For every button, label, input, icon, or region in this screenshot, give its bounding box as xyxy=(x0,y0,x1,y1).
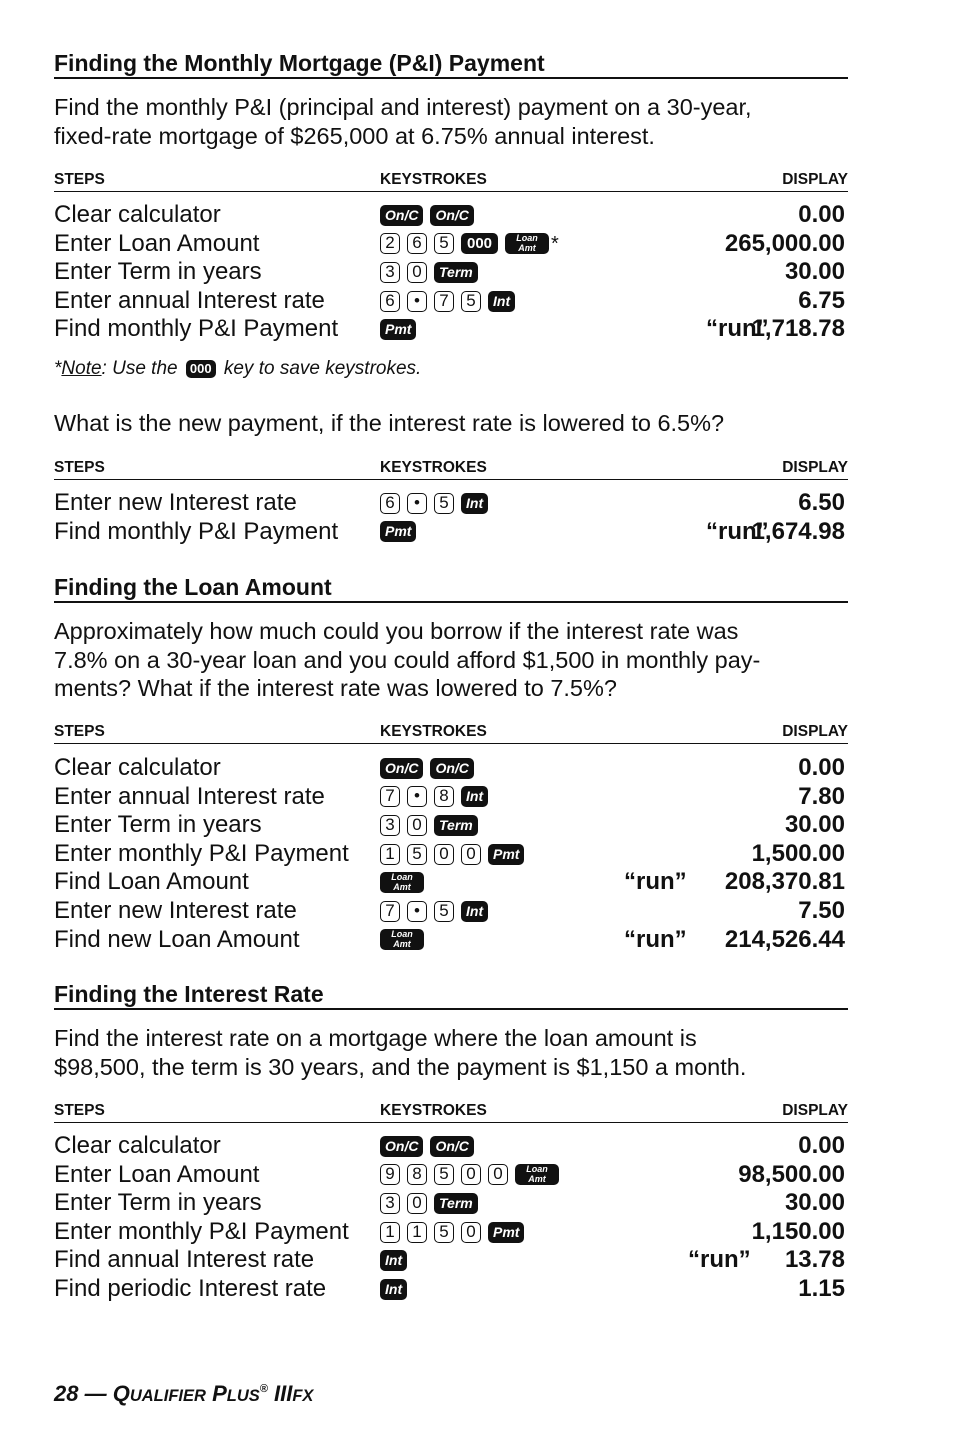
digit-7-key-icon: 7 xyxy=(434,291,454,312)
digit-0-key-icon: 0 xyxy=(407,815,427,836)
note-text: key to save keystrokes. xyxy=(223,358,422,379)
display-value: 1,718.78 xyxy=(751,315,845,343)
step-row xyxy=(54,1189,848,1218)
decimal-key-icon: • xyxy=(407,901,427,922)
keystroke-sequence xyxy=(380,783,495,812)
display-header: DISPLAY xyxy=(782,1102,848,1119)
footer-title-part: UALIFIER xyxy=(129,1387,206,1405)
section-heading-interest-rate: Finding the Interest Rate xyxy=(54,981,848,1010)
footer-title-part: Q xyxy=(112,1381,130,1406)
registered-mark: ® xyxy=(259,1383,268,1395)
display-value: 0.00 xyxy=(798,1132,845,1159)
table-header xyxy=(54,1102,848,1123)
section-paragraph xyxy=(54,93,854,150)
keystrokes-header: KEYSTROKES xyxy=(380,1102,487,1119)
display-value: 6.75 xyxy=(798,286,845,314)
step-row xyxy=(54,754,848,783)
digit-6-key-icon: 6 xyxy=(407,233,427,254)
step-row xyxy=(54,201,848,230)
keystroke-sequence xyxy=(380,754,481,783)
term-key-icon: Term xyxy=(434,1193,478,1214)
digit-5-key-icon: 5 xyxy=(434,493,454,514)
keystroke-sequence xyxy=(380,926,431,955)
display-value: 1,500.00 xyxy=(751,839,845,867)
decimal-key-icon: • xyxy=(407,786,427,807)
keystroke-sequence xyxy=(380,1161,566,1190)
digit-9-key-icon: 9 xyxy=(380,1164,400,1185)
loan-amount-key-icon: Loan Amt xyxy=(380,872,424,893)
run-indicator: “run” xyxy=(624,868,687,896)
step-label: Enter Loan Amount xyxy=(54,1160,260,1188)
steps-table xyxy=(54,754,848,954)
para-line: fixed-rate mortgage of $265,000 at 6.75% annual interest. xyxy=(54,122,655,149)
payment-key-icon: Pmt xyxy=(380,319,416,340)
digit-8-key-icon: 8 xyxy=(407,1164,427,1185)
keystroke-sequence xyxy=(380,1218,531,1247)
on-clear-key-icon: On/C xyxy=(430,1136,473,1157)
digit-6-key-icon: 6 xyxy=(380,291,400,312)
step-label: Find monthly P&I Payment xyxy=(54,517,339,545)
display-header: DISPLAY xyxy=(782,723,848,740)
keystroke-sequence xyxy=(380,489,495,518)
display-value: 6.50 xyxy=(798,489,845,516)
payment-key-icon: Pmt xyxy=(488,1222,524,1243)
keystroke-sequence xyxy=(380,315,423,344)
keystrokes-header: KEYSTROKES xyxy=(380,459,487,476)
digit-1-key-icon: 1 xyxy=(380,1222,400,1243)
digit-5-key-icon: 5 xyxy=(434,901,454,922)
keystroke-sequence xyxy=(380,897,495,926)
step-label: Enter annual Interest rate xyxy=(54,782,325,810)
step-row xyxy=(54,1132,848,1161)
thousand-key-icon: 000 xyxy=(186,360,216,378)
display-value: 7.80 xyxy=(798,782,845,810)
on-clear-key-icon: On/C xyxy=(430,758,473,779)
display-value: 1.15 xyxy=(798,1274,845,1302)
keystroke-sequence xyxy=(380,518,423,547)
page-number: 28 — xyxy=(54,1381,107,1406)
step-label: Find monthly P&I Payment xyxy=(54,315,339,343)
display-value: 30.00 xyxy=(784,811,845,839)
steps-table xyxy=(54,201,848,344)
digit-7-key-icon: 7 xyxy=(380,786,400,807)
decimal-key-icon: • xyxy=(407,493,427,514)
page-footer xyxy=(54,1376,313,1409)
table-header xyxy=(54,723,848,744)
term-key-icon: Term xyxy=(434,815,478,836)
run-indicator: “run” xyxy=(706,517,769,545)
interest-key-icon: Int xyxy=(488,291,515,312)
step-label: Clear calculator xyxy=(54,754,221,781)
keystroke-sequence xyxy=(380,287,522,316)
step-row xyxy=(54,258,848,287)
keystroke-sequence xyxy=(380,1189,485,1218)
step-label: Enter monthly P&I Payment xyxy=(54,1217,349,1245)
digit-0-key-icon: 0 xyxy=(434,844,454,865)
loan-amount-key-icon: Loan Amt xyxy=(505,233,549,254)
steps-table xyxy=(54,1132,848,1304)
digit-1-key-icon: 1 xyxy=(407,1222,427,1243)
digit-3-key-icon: 3 xyxy=(380,1193,400,1214)
footnote-asterisk: * xyxy=(551,232,559,255)
step-label: Find Loan Amount xyxy=(54,868,249,896)
footer-title-part: FX xyxy=(292,1387,314,1405)
display-value: 30.00 xyxy=(784,258,845,286)
digit-0-key-icon: 0 xyxy=(407,1193,427,1214)
step-label: Enter new Interest rate xyxy=(54,489,297,516)
step-row xyxy=(54,926,848,955)
step-row xyxy=(54,897,848,926)
step-label: Enter Term in years xyxy=(54,811,262,839)
payment-key-icon: Pmt xyxy=(488,844,524,865)
step-label: Enter new Interest rate xyxy=(54,896,297,924)
steps-header: STEPS xyxy=(54,723,105,740)
step-row xyxy=(54,315,848,344)
step-row xyxy=(54,287,848,316)
keystroke-sequence xyxy=(380,258,485,287)
digit-3-key-icon: 3 xyxy=(380,815,400,836)
digit-2-key-icon: 2 xyxy=(380,233,400,254)
digit-6-key-icon: 6 xyxy=(380,493,400,514)
digit-1-key-icon: 1 xyxy=(380,844,400,865)
keystroke-sequence xyxy=(380,868,431,897)
keystroke-sequence xyxy=(380,201,481,230)
loan-amount-key-icon: Loan Amt xyxy=(515,1164,559,1185)
digit-5-key-icon: 5 xyxy=(434,1164,454,1185)
step-row xyxy=(54,489,848,518)
digit-3-key-icon: 3 xyxy=(380,262,400,283)
footer-title-part: LUS xyxy=(226,1387,260,1405)
step-row xyxy=(54,811,848,840)
display-value: 98,500.00 xyxy=(738,1160,845,1188)
digit-5-key-icon: 5 xyxy=(434,1222,454,1243)
section-heading-loan-amount: Finding the Loan Amount xyxy=(54,574,848,603)
para-line: 7.8% on a 30-year loan and you could afford $1,500 in monthly pay- xyxy=(54,646,761,673)
steps-header: STEPS xyxy=(54,1102,105,1119)
keystroke-sequence xyxy=(380,1275,414,1304)
para-line: Find the monthly P&I (principal and interest) payment on a 30-year, xyxy=(54,94,752,120)
display-value: 13.78 xyxy=(784,1246,845,1274)
term-key-icon: Term xyxy=(434,262,478,283)
step-label: Enter Term in years xyxy=(54,258,262,286)
step-label: Enter monthly P&I Payment xyxy=(54,839,349,867)
decimal-key-icon: • xyxy=(407,291,427,312)
thousand-key-icon: 000 xyxy=(461,233,498,254)
table-header xyxy=(54,171,848,192)
display-value: 7.50 xyxy=(798,896,845,924)
step-label: Enter Term in years xyxy=(54,1189,262,1217)
steps-header: STEPS xyxy=(54,171,105,188)
interest-key-icon: Int xyxy=(380,1250,407,1271)
section-paragraph xyxy=(54,617,854,703)
display-value: 1,150.00 xyxy=(751,1217,845,1245)
step-label: Find periodic Interest rate xyxy=(54,1274,327,1302)
step-row xyxy=(54,230,848,259)
run-indicator: “run” xyxy=(706,315,769,343)
step-label: Clear calculator xyxy=(54,1132,221,1159)
display-header: DISPLAY xyxy=(782,171,848,188)
para-line: Find the interest rate on a mortgage where the loan amount is xyxy=(54,1025,697,1051)
interest-key-icon: Int xyxy=(461,901,488,922)
para-line: $98,500, the term is 30 years, and the payment is $1,150 a month. xyxy=(54,1053,747,1080)
note-text: : Use the xyxy=(101,358,178,379)
display-value: 214,526.44 xyxy=(724,925,845,953)
footer-title-part: III xyxy=(273,1381,293,1406)
followup-question: What is the new payment, if the interest rate is lowered to 6.5%? xyxy=(54,410,725,436)
step-row xyxy=(54,1246,848,1275)
keystroke-note xyxy=(54,357,421,381)
digit-7-key-icon: 7 xyxy=(380,901,400,922)
digit-8-key-icon: 8 xyxy=(434,786,454,807)
step-row xyxy=(54,518,848,547)
run-indicator: “run” xyxy=(624,925,687,953)
display-value: 208,370.81 xyxy=(724,868,845,896)
on-clear-key-icon: On/C xyxy=(380,758,423,779)
digit-5-key-icon: 5 xyxy=(407,844,427,865)
loan-amount-key-icon: Loan Amt xyxy=(380,929,424,950)
step-label: Find annual Interest rate xyxy=(54,1246,315,1274)
step-row xyxy=(54,1218,848,1247)
para-line: Approximately how much could you borrow if the interest rate was xyxy=(54,618,739,644)
digit-0-key-icon: 0 xyxy=(461,844,481,865)
step-label: Enter Loan Amount xyxy=(54,229,260,257)
keystroke-sequence xyxy=(380,1246,414,1275)
display-value: 0.00 xyxy=(798,754,845,781)
display-value: 1,674.98 xyxy=(751,517,845,545)
keystroke-sequence xyxy=(380,840,531,869)
digit-0-key-icon: 0 xyxy=(461,1164,481,1185)
step-row xyxy=(54,840,848,869)
on-clear-key-icon: On/C xyxy=(430,205,473,226)
interest-key-icon: Int xyxy=(461,493,488,514)
steps-header: STEPS xyxy=(54,459,105,476)
digit-5-key-icon: 5 xyxy=(461,291,481,312)
note-asterisk: * xyxy=(54,358,62,379)
display-value: 0.00 xyxy=(798,201,845,228)
digit-5-key-icon: 5 xyxy=(434,233,454,254)
digit-0-key-icon: 0 xyxy=(461,1222,481,1243)
keystroke-sequence xyxy=(380,811,485,840)
payment-key-icon: Pmt xyxy=(380,521,416,542)
step-row xyxy=(54,1275,848,1304)
run-indicator: “run” xyxy=(688,1246,751,1274)
step-row xyxy=(54,868,848,897)
note-label: Note xyxy=(61,358,102,379)
section-paragraph xyxy=(54,1024,854,1081)
interest-key-icon: Int xyxy=(461,786,488,807)
keystrokes-header: KEYSTROKES xyxy=(380,171,487,188)
digit-0-key-icon: 0 xyxy=(488,1164,508,1185)
para-line: ments? What if the interest rate was lowered to 7.5%? xyxy=(54,675,617,701)
display-value: 30.00 xyxy=(784,1189,845,1217)
display-header: DISPLAY xyxy=(782,459,848,476)
step-row xyxy=(54,783,848,812)
interest-key-icon: Int xyxy=(380,1279,407,1300)
table-header xyxy=(54,459,848,480)
on-clear-key-icon: On/C xyxy=(380,205,423,226)
footer-title-part: P xyxy=(212,1381,227,1406)
step-label: Find new Loan Amount xyxy=(54,925,300,953)
keystroke-sequence xyxy=(380,230,559,259)
keystroke-sequence xyxy=(380,1132,481,1161)
display-value: 265,000.00 xyxy=(724,229,845,257)
on-clear-key-icon: On/C xyxy=(380,1136,423,1157)
step-row xyxy=(54,1161,848,1190)
keystrokes-header: KEYSTROKES xyxy=(380,723,487,740)
steps-table xyxy=(54,489,848,546)
step-label: Enter annual Interest rate xyxy=(54,286,325,314)
section-heading-monthly-payment: Finding the Monthly Mortgage (P&I) Payment xyxy=(54,50,848,79)
digit-0-key-icon: 0 xyxy=(407,262,427,283)
step-label: Clear calculator xyxy=(54,201,221,228)
